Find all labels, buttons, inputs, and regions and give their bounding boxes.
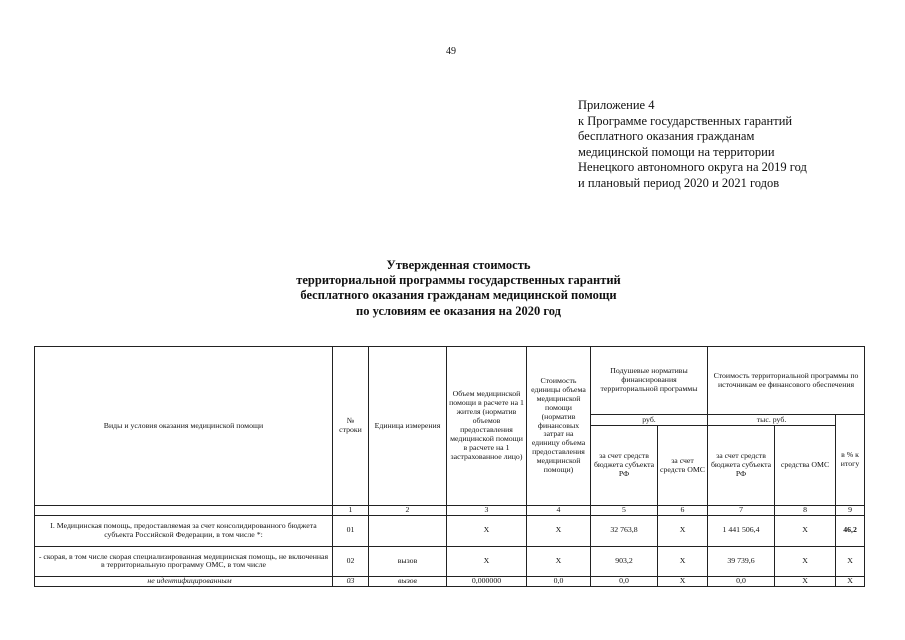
row-unit: вызов — [369, 576, 447, 586]
header-cost-budget: за счет средств бюджета субъекта РФ — [708, 426, 775, 506]
header-pc-budget: за счет средств бюджета субъекта РФ — [591, 426, 658, 506]
cost-table — [34, 346, 865, 587]
table-row — [35, 515, 865, 546]
row-number: 02 — [333, 546, 369, 576]
row-label: - скорая, в том числе скорая специализированная медицинская помощь, не включенная в территориальную программу ОМС, в том числе — [35, 546, 333, 576]
header-unit-cost: Стоимость единицы объема медицинской помощи (норматив финансовых затрат на единицу объема предоставления медицинской помощи) — [527, 347, 591, 506]
page-number: 49 — [446, 46, 456, 57]
row-unit-cost: Х — [527, 546, 591, 576]
header-volume: Объем медицинской помощи в расчете на 1 жителя (норматив объемов предоставления медицинской помощи в расчете на 1 застрахованное лицо) — [447, 347, 527, 506]
column-number: 9 — [836, 506, 865, 516]
row-number: 01 — [333, 515, 369, 546]
column-number: 3 — [447, 506, 527, 516]
appendix-line: и плановый период 2020 и 2021 годов — [578, 175, 780, 190]
column-number: 6 — [658, 506, 708, 516]
row-cost-oms: Х — [775, 576, 836, 586]
row-percent: 46,2 — [836, 515, 865, 546]
title-line: территориальной программы государственных гарантий — [296, 273, 621, 288]
row-cost-budget: 1 441 506,4 — [708, 515, 775, 546]
header-unit: Единица измерения — [369, 347, 447, 506]
row-unit-cost: Х — [527, 515, 591, 546]
row-number: 03 — [333, 576, 369, 586]
appendix-line: Приложение 4 — [578, 98, 655, 112]
row-cost-budget: 0,0 — [708, 576, 775, 586]
column-number: 8 — [775, 506, 836, 516]
title-line: по условиям ее оказания на 2020 год — [356, 303, 561, 318]
row-pc-oms: Х — [658, 546, 708, 576]
appendix-line: Ненецкого автономного округа на 2019 год — [578, 160, 807, 175]
header-thous-rub: тыс. руб. — [708, 415, 836, 426]
row-unit-cost: 0,0 — [527, 576, 591, 586]
row-label: I. Медицинская помощь, предоставляемая за счет консолидированного бюджета субъекта Российской Федерации, в том числе *: — [35, 515, 333, 546]
title-line: бесплатного оказания гражданам медицинской помощи — [300, 288, 617, 303]
header-rub: руб. — [591, 415, 708, 426]
document-title — [0, 258, 905, 319]
column-number — [35, 506, 333, 516]
column-number: 5 — [591, 506, 658, 516]
column-number: 7 — [708, 506, 775, 516]
row-cost-oms: Х — [775, 546, 836, 576]
row-pc-budget: 32 763,8 — [591, 515, 658, 546]
appendix-line: медицинской помощи на территории — [578, 144, 775, 159]
column-number: 1 — [333, 506, 369, 516]
header-cost-oms: средства ОМС — [775, 426, 836, 506]
row-label: не идентифицированным — [35, 576, 333, 586]
row-pc-oms: Х — [658, 576, 708, 586]
row-volume: 0,000000 — [447, 576, 527, 586]
header-per-capita: Подушевые нормативы финансирования территориальной программы — [591, 347, 708, 415]
row-percent: Х — [836, 546, 865, 576]
row-pc-budget: 0,0 — [591, 576, 658, 586]
row-pc-budget: 903,2 — [591, 546, 658, 576]
row-unit — [369, 515, 447, 546]
title-line: Утвержденная стоимость — [386, 258, 531, 272]
appendix-line: бесплатного оказания гражданам — [578, 129, 755, 144]
row-percent: Х — [836, 576, 865, 586]
table-row — [35, 546, 865, 576]
appendix-line: к Программе государственных гарантий — [578, 113, 793, 128]
row-cost-budget: 39 739,6 — [708, 546, 775, 576]
column-number: 4 — [527, 506, 591, 516]
row-volume: Х — [447, 515, 527, 546]
table-row — [35, 576, 865, 586]
appendix-note — [578, 98, 807, 192]
row-cost-oms: Х — [775, 515, 836, 546]
row-volume: Х — [447, 546, 527, 576]
header-pc-oms: за счет средств ОМС — [658, 426, 708, 506]
header-percent: в % к итогу — [836, 415, 865, 506]
row-unit: вызов — [369, 546, 447, 576]
header-cost-by-source: Стоимость территориальной программы по источникам ее финансового обеспечения — [708, 347, 865, 415]
header-types: Виды и условия оказания медицинской помощи — [35, 347, 333, 506]
column-number: 2 — [369, 506, 447, 516]
header-row-no: № строки — [333, 347, 369, 506]
row-pc-oms: Х — [658, 515, 708, 546]
